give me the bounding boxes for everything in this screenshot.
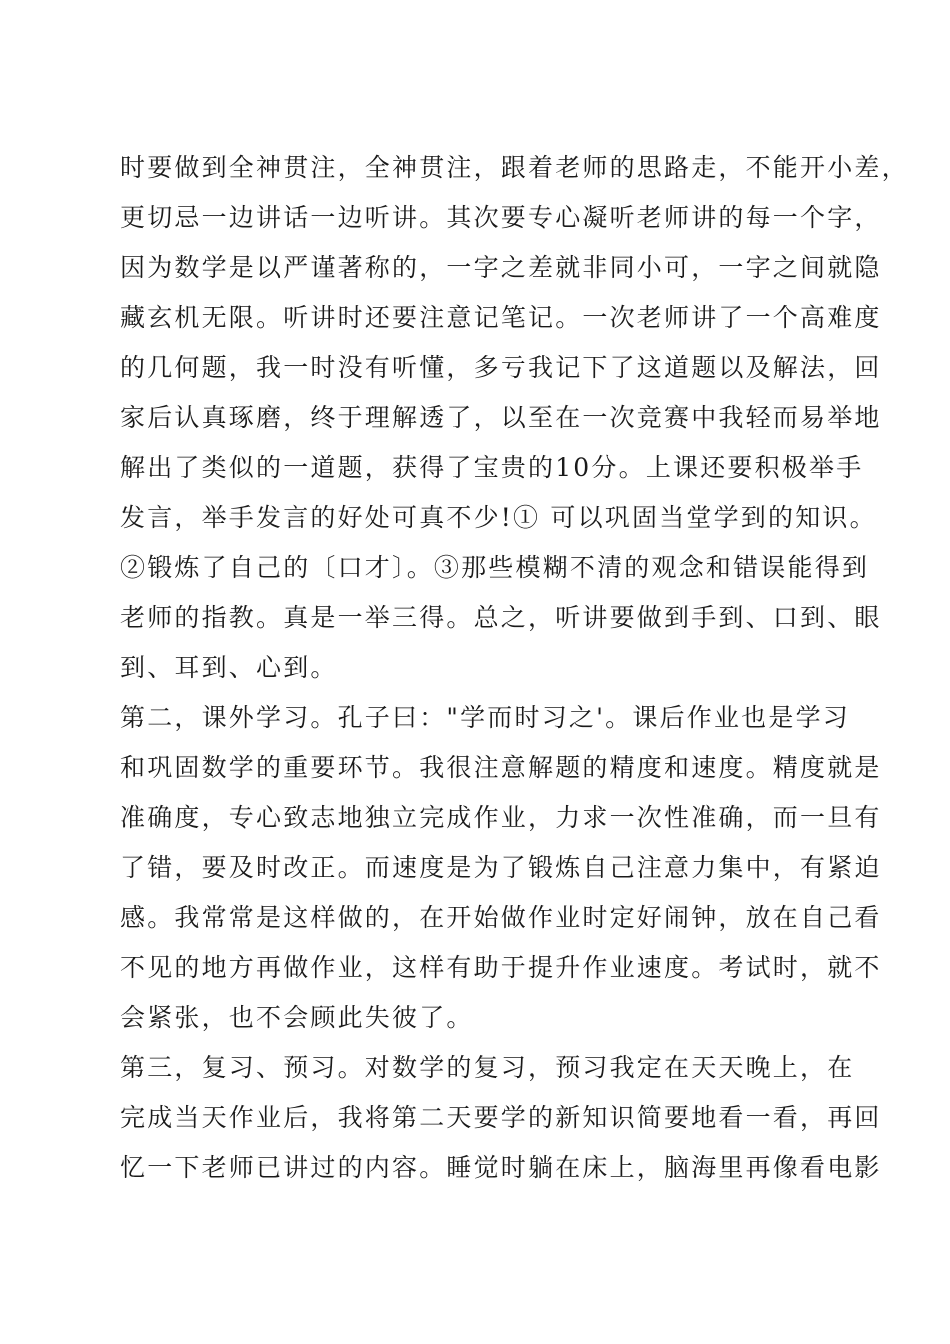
text-line: 因为数学是以严谨著称的，一字之差就非同小可，一字之间就隐 <box>120 253 882 282</box>
text-line: 第二，课外学习。孔子曰："学而时习之'。课后作业也是学习 <box>120 703 850 732</box>
text-line: 第三，复习、预习。对数学的复习，预习我定在天天晚上，在 <box>120 1053 855 1082</box>
text-line: 的几何题，我一时没有听懂，多亏我记下了这道题以及解法，回 <box>120 353 882 382</box>
text-line: 到、耳到、心到。 <box>120 653 338 682</box>
text-line: 忆一下老师已讲过的内容。睡觉时躺在床上，脑海里再像看电影 <box>120 1153 882 1182</box>
text-line: 更切忌一边讲话一边听讲。其次要专心凝听老师讲的每一个字， <box>120 203 882 232</box>
text-line: 家后认真琢磨，终于理解透了，以至在一次竞赛中我轻而易举地 <box>120 403 882 432</box>
text-line: 了错，要及时改正。而速度是为了锻炼自己注意力集中，有紧迫 <box>120 853 882 882</box>
text-line: 不见的地方再做作业，这样有助于提升作业速度。考试时，就不 <box>120 953 882 982</box>
text-line: ②锻炼了自己的〔口才〕。③那些模糊不清的观念和错误能得到 <box>120 553 870 582</box>
text-line: 发言，举手发言的好处可真不少!① 可以巩固当堂学到的知识。 <box>120 503 877 532</box>
text-line: 感。我常常是这样做的，在开始做作业时定好闹钟，放在自己看 <box>120 903 882 932</box>
text-line: 老师的指教。真是一举三得。总之，听讲要做到手到、口到、眼 <box>120 603 882 632</box>
text-line: 和巩固数学的重要环节。我很注意解题的精度和速度。精度就是 <box>120 753 882 782</box>
text-line: 完成当天作业后，我将第二天要学的新知识简要地看一看，再回 <box>120 1103 882 1132</box>
text-line: 时要做到全神贯注，全神贯注，跟着老师的思路走，不能开小差， <box>120 153 909 182</box>
text-line: 准确度，专心致志地独立完成作业，力求一次性准确，而一旦有 <box>120 803 882 832</box>
text-line: 会紧张，也不会顾此失彼了。 <box>120 1003 474 1032</box>
text-line: 解出了类似的一道题，获得了宝贵的10分。上课还要积极举手 <box>120 453 864 482</box>
text-line: 藏玄机无限。听讲时还要注意记笔记。一次老师讲了一个高难度 <box>120 303 882 332</box>
